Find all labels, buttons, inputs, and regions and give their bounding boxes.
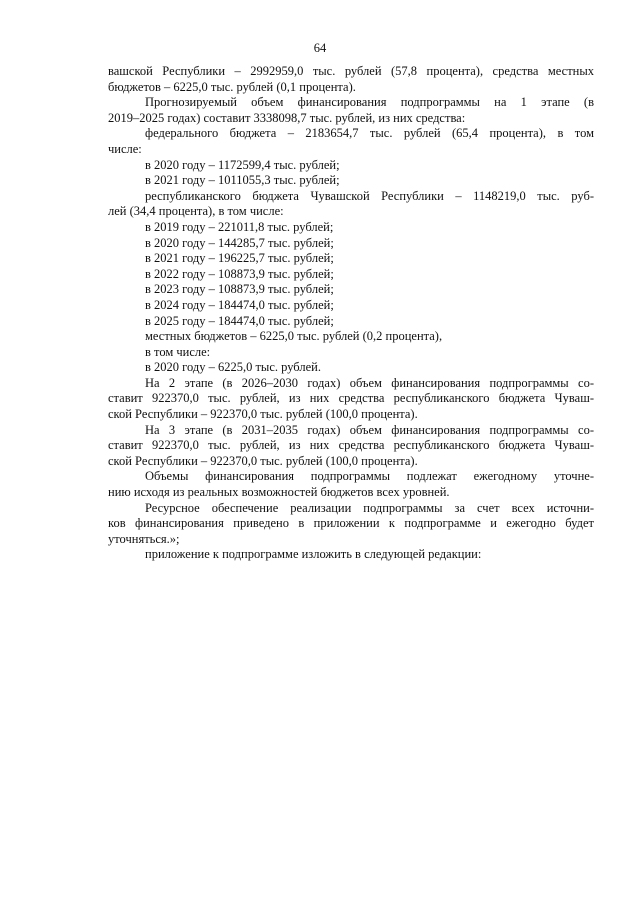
text-line: 2019–2025 годах) составит 3338098,7 тыс. рублей, из них средства:	[108, 110, 466, 125]
text-line: ской Республики – 922370,0 тыс. рублей (100,0 процента).	[108, 407, 418, 422]
text-line: в 2022 году – 108873,9 тыс. рублей;	[145, 266, 334, 281]
text-line: бюджетов – 6225,0 тыс. рублей (0,1 процента).	[108, 79, 356, 94]
text-line: республиканского бюджета Чувашской Республики – 1148219,0 тыс. руб-	[145, 188, 594, 203]
text-line: в 2025 году – 184474,0 тыс. рублей;	[145, 313, 334, 328]
text-line: лей (34,4 процента), в том числе:	[108, 204, 284, 219]
text-line: в 2020 году – 6225,0 тыс. рублей.	[145, 360, 321, 375]
text-line: федерального бюджета – 2183654,7 тыс. рублей (65,4 процента), в том	[145, 126, 594, 141]
text-line: числе:	[108, 141, 142, 156]
text-line: местных бюджетов – 6225,0 тыс. рублей (0,2 процента),	[145, 329, 443, 344]
text-line: На 3 этапе (в 2031–2035 годах) объем финансирования подпрограммы со-	[145, 422, 594, 437]
text-line: приложение к подпрограмме изложить в следующей редакции:	[145, 547, 482, 562]
text-line: в 2021 году – 196225,7 тыс. рублей;	[145, 251, 334, 266]
text-line: в 2020 году – 144285,7 тыс. рублей;	[145, 235, 334, 250]
text-line: ставит 922370,0 тыс. рублей, из них средства республиканского бюджета Чуваш-	[108, 438, 594, 453]
text-line: Ресурсное обеспечение реализации подпрограммы за счет всех источни-	[145, 500, 594, 515]
page-number: 64	[313, 41, 327, 55]
text-line: уточняться.»;	[108, 531, 180, 546]
text-line: ской Республики – 922370,0 тыс. рублей (100,0 процента).	[108, 453, 418, 468]
text-line: На 2 этапе (в 2026–2030 годах) объем финансирования подпрограммы со-	[145, 375, 594, 390]
text-line: в 2019 году – 221011,8 тыс. рублей;	[145, 219, 334, 234]
text-line: Объемы финансирования подпрограммы подлежат ежегодному уточне-	[145, 469, 594, 484]
text-line: Прогнозируемый объем финансирования подпрограммы на 1 этапе (в	[145, 95, 594, 110]
text-line: в том числе:	[145, 344, 211, 359]
text-line: ставит 922370,0 тыс. рублей, из них средства республиканского бюджета Чуваш-	[108, 391, 594, 406]
text-line: ков финансирования приведено в приложении к подпрограмме и ежегодно будет	[108, 516, 594, 531]
text-line: нию исходя из реальных возможностей бюджетов всех уровней.	[108, 485, 450, 500]
text-line: в 2023 году – 108873,9 тыс. рублей;	[145, 282, 334, 297]
text-line: в 2021 году – 1011055,3 тыс. рублей;	[145, 173, 340, 188]
body-text	[108, 64, 594, 563]
text-line: в 2020 году – 1172599,4 тыс. рублей;	[145, 157, 340, 172]
text-line: в 2024 году – 184474,0 тыс. рублей;	[145, 297, 334, 312]
text-line: вашской Республики – 2992959,0 тыс. рублей (57,8 процента), средства местных	[108, 64, 594, 78]
